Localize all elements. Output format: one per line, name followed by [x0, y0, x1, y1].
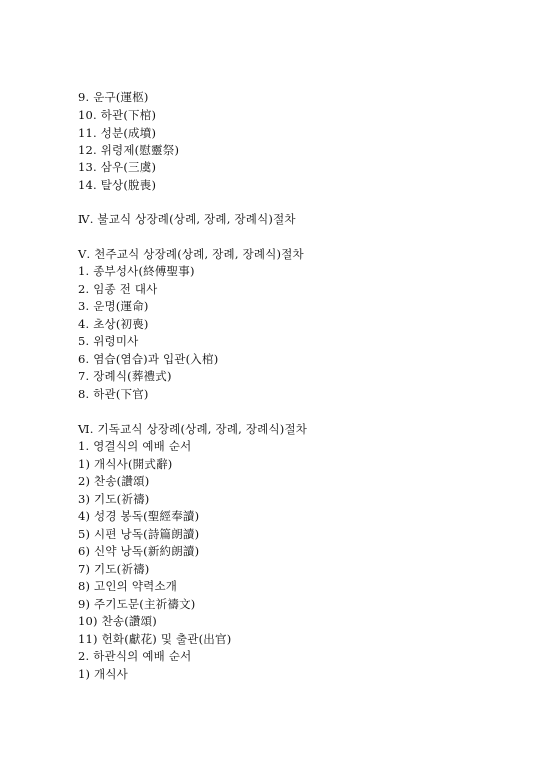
list-item: 2. 임종 전 대사	[78, 282, 158, 296]
list-item: 3. 운명(運命)	[78, 299, 149, 313]
list-item: 2) 찬송(讚頌)	[78, 474, 150, 488]
list-item: 8. 하관(下官)	[78, 387, 149, 401]
list-item: 8) 고인의 약력소개	[78, 579, 178, 593]
subsection-heading: 2. 하관식의 예배 순서	[78, 649, 192, 663]
section-heading-catholic: Ⅴ. 천주교식 상장례(상례, 장례, 장례식)절차	[78, 247, 304, 261]
list-item: 9. 운구(運柩)	[78, 90, 149, 104]
list-item: 6. 염습(염습)과 입관(入棺)	[78, 352, 219, 366]
list-item: 1) 개식사	[78, 667, 128, 681]
list-item: 12. 위령제(慰靈祭)	[78, 143, 180, 157]
list-item: 7. 장례식(葬禮式)	[78, 369, 172, 383]
list-item: 1. 종부성사(終傅聖事)	[78, 264, 195, 278]
list-item: 11) 헌화(獻花) 및 출관(出官)	[78, 632, 232, 646]
list-item: 11. 성분(成墳)	[78, 126, 157, 140]
section-heading-buddhist: Ⅳ. 불교식 상장례(상례, 장례, 장례식)절차	[78, 212, 296, 226]
list-item: 1) 개식사(開式辭)	[78, 457, 173, 471]
list-item: 14. 탈상(脫喪)	[78, 178, 157, 192]
list-item: 3) 기도(祈禱)	[78, 492, 150, 506]
section-heading-protestant: Ⅵ. 기독교식 상장례(상례, 장례, 장례식)절차	[78, 422, 308, 436]
list-item: 5) 시편 낭독(詩篇朗讀)	[78, 527, 200, 541]
list-item: 5. 위령미사	[78, 334, 139, 348]
list-item: 4. 초상(初喪)	[78, 317, 149, 331]
list-item: 7) 기도(祈禱)	[78, 562, 150, 576]
list-item: 9) 주기도문(主祈禱文)	[78, 597, 196, 611]
list-item: 4) 성경 봉독(聖經奉讀)	[78, 509, 200, 523]
list-item: 10. 하관(下棺)	[78, 108, 157, 122]
list-item: 13. 삼우(三虞)	[78, 160, 157, 174]
list-item: 6) 신약 낭독(新約朗讀)	[78, 544, 200, 558]
subsection-heading: 1. 영결식의 예배 순서	[78, 439, 192, 453]
list-item: 10) 찬송(讚頌)	[78, 614, 157, 628]
